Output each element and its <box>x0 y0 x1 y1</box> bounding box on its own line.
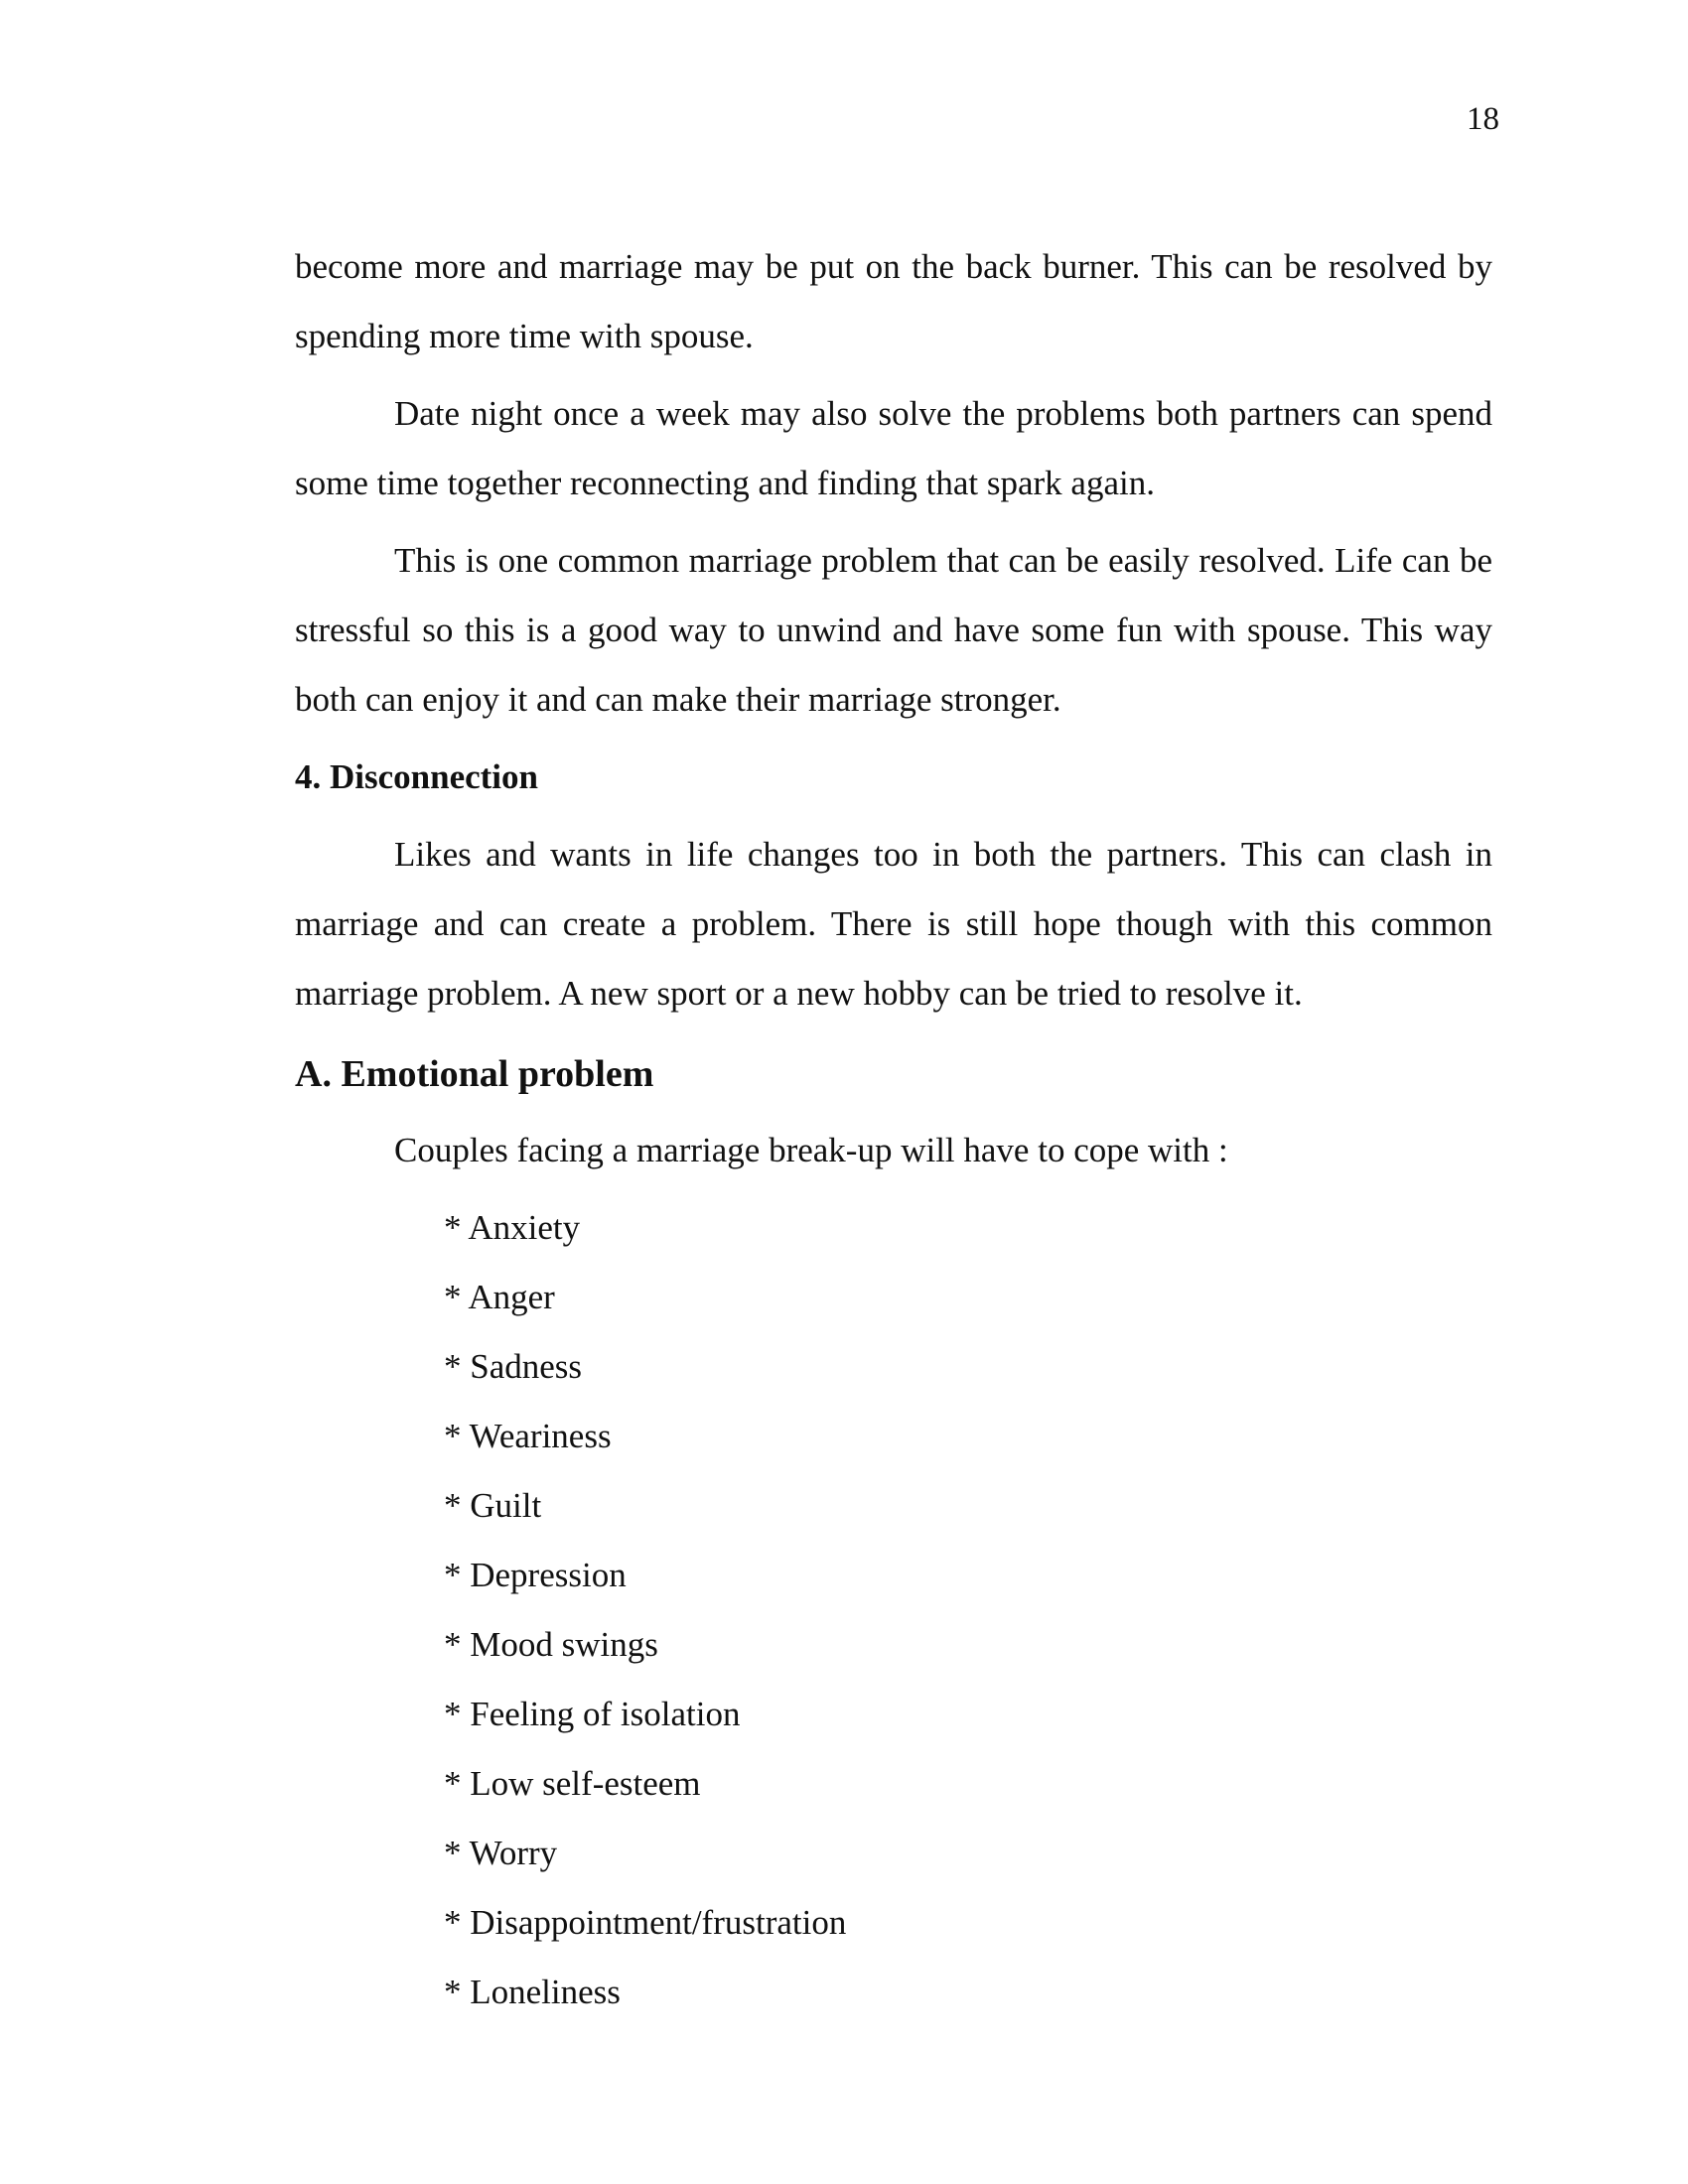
list-item: * Loneliness <box>444 1973 621 2011</box>
paragraph-1: become more and marriage may be put on the back burner. This can be resolved by spending more time with spouse. <box>295 247 1492 355</box>
list-item: * Anger <box>444 1278 555 1316</box>
page-number: 18 <box>1467 101 1499 137</box>
list-item: * Disappointment/frustration <box>444 1903 847 1942</box>
list-item: * Feeling of isolation <box>444 1695 741 1733</box>
page-body <box>295 232 1492 2027</box>
list-item: * Sadness <box>444 1347 583 1386</box>
emotions-list <box>295 1193 1492 2027</box>
paragraph-2: Date night once a week may also solve the problems both partners can spend some time together reconnecting and finding that spark again. <box>295 394 1492 502</box>
list-item: * Depression <box>444 1556 627 1594</box>
list-item: * Mood swings <box>444 1625 658 1664</box>
paragraph-disconnection: Likes and wants in life changes too in both the partners. This can clash in marriage and can create a problem. There is still hope though with this common marriage problem. A new sport or a new hobby can be tried to resolve it. <box>295 835 1492 1013</box>
list-item: * Anxiety <box>444 1208 581 1247</box>
subsection-heading-emotional-problem: A. Emotional problem <box>295 1053 654 1095</box>
list-intro: Couples facing a marriage break-up will have to cope with : <box>394 1131 1228 1169</box>
section-heading-disconnection: 4. Disconnection <box>295 757 538 796</box>
paragraph-3: This is one common marriage problem that can be easily resolved. Life can be stressful so this is a good way to unwind and have some fun with spouse. This way both can enjoy it and can make their marriage stronger. <box>295 541 1492 719</box>
list-item: * Worry <box>444 1834 558 1872</box>
list-item: * Weariness <box>444 1417 612 1455</box>
list-item: * Low self-esteem <box>444 1764 701 1803</box>
list-item: * Guilt <box>444 1486 542 1525</box>
